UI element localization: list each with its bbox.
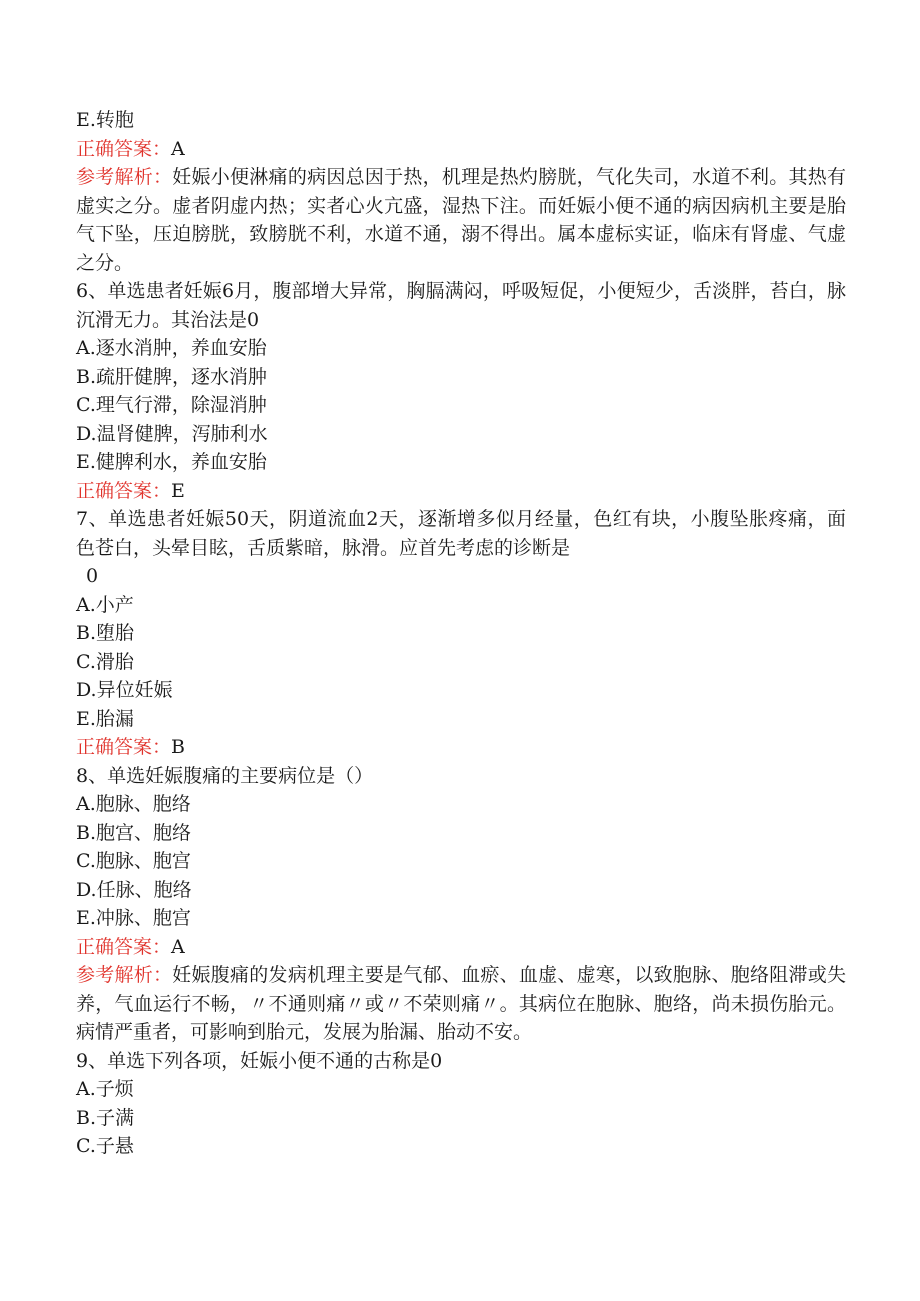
q8-explanation	[76, 961, 846, 1047]
explanation-label: 参考解析：	[76, 964, 173, 986]
q8-option-e: E.冲脉、胞宫	[76, 907, 191, 929]
q7-stem-tail: 0	[86, 565, 99, 587]
explanation-text: 妊娠小便淋痛的病因总因于热，机理是热灼膀胱，气化失司，水道不利。其热有虚实之分。虚者阴虚内热；实者心火亢盛，湿热下注。而妊娠小便不通的病因病机主要是胎气下坠，压迫膀胱，致膀胱不利，水道不通，溺不得出。属本虚标实证，临床有肾虚、气虚之分。	[76, 166, 846, 274]
q8-option-a: A.胞脉、胞络	[76, 793, 191, 815]
q8-option-b: B.胞宫、胞络	[76, 821, 192, 844]
q8-stem: 8、单选妊娠腹痛的主要病位是（）	[76, 764, 374, 787]
document-page	[76, 106, 846, 1161]
q7-option-e: E.胎漏	[76, 707, 134, 730]
answer-value: B	[171, 736, 185, 758]
q6-option-e: E.健脾利水，养血安胎	[76, 451, 267, 473]
q8-answer	[76, 933, 846, 962]
explanation-text: 妊娠腹痛的发病机理主要是气郁、血瘀、血虚、虚寒，以致胞脉、胞络阻滞或失养，气血运行不畅，〃不通则痛〃或〃不荣则痛〃。其病位在胞脉、胞络，尚未损伤胎元。病情严重者，可影响到胎元，发展为胎漏、胎动不安。	[76, 964, 846, 1043]
answer-value: A	[171, 137, 185, 160]
q5-answer	[76, 135, 846, 164]
q6-stem: 6、单选患者妊娠6月，腹部增大异常，胸膈满闷，呼吸短促，小便短少，舌淡胖，苔白，脉沉滑无力。其治法是0	[76, 280, 846, 331]
answer-value: E	[171, 479, 185, 502]
q6-answer	[76, 477, 846, 506]
q7-stem: 7、单选患者妊娠50天，阴道流血2天，逐渐增多似月经量，色红有块，小腹坠胀疼痛，面色苍白，头晕目眩，舌质紫暗，脉滑。应首先考虑的诊断是	[76, 508, 846, 559]
q6-option-c: C.理气行滞，除湿消肿	[76, 394, 267, 416]
q6-option-b: B.疏肝健脾，逐水消肿	[76, 365, 268, 388]
q8-option-c: C.胞脉、胞宫	[76, 850, 191, 872]
answer-label: 正确答案：	[76, 736, 172, 758]
answer-label: 正确答案：	[76, 479, 172, 502]
q9-option-b: B.子满	[76, 1106, 135, 1129]
q7-option-d: D.异位妊娠	[76, 679, 173, 701]
q9-option-a: A.子烦	[76, 1078, 134, 1100]
answer-value: A	[171, 935, 185, 958]
q8-option-d: D.任脉、胞络	[76, 878, 192, 901]
q6-option-a: A.逐水消肿，养血安胎	[76, 337, 267, 359]
answer-label: 正确答案：	[76, 137, 172, 160]
q7-answer	[76, 733, 846, 762]
q7-option-a: A.小产	[76, 593, 134, 616]
q9-option-c: C.子悬	[76, 1135, 134, 1157]
answer-label: 正确答案：	[76, 935, 172, 958]
q7-option-b: B.堕胎	[76, 622, 135, 644]
q9-stem: 9、单选下列各项，妊娠小便不通的古称是0	[76, 1049, 443, 1072]
q7-option-c: C.滑胎	[76, 650, 134, 673]
q5-option-e: E.转胞	[76, 109, 134, 131]
explanation-label: 参考解析：	[76, 166, 173, 188]
q5-explanation	[76, 163, 846, 277]
q6-option-d: D.温肾健脾，泻肺利水	[76, 422, 268, 445]
